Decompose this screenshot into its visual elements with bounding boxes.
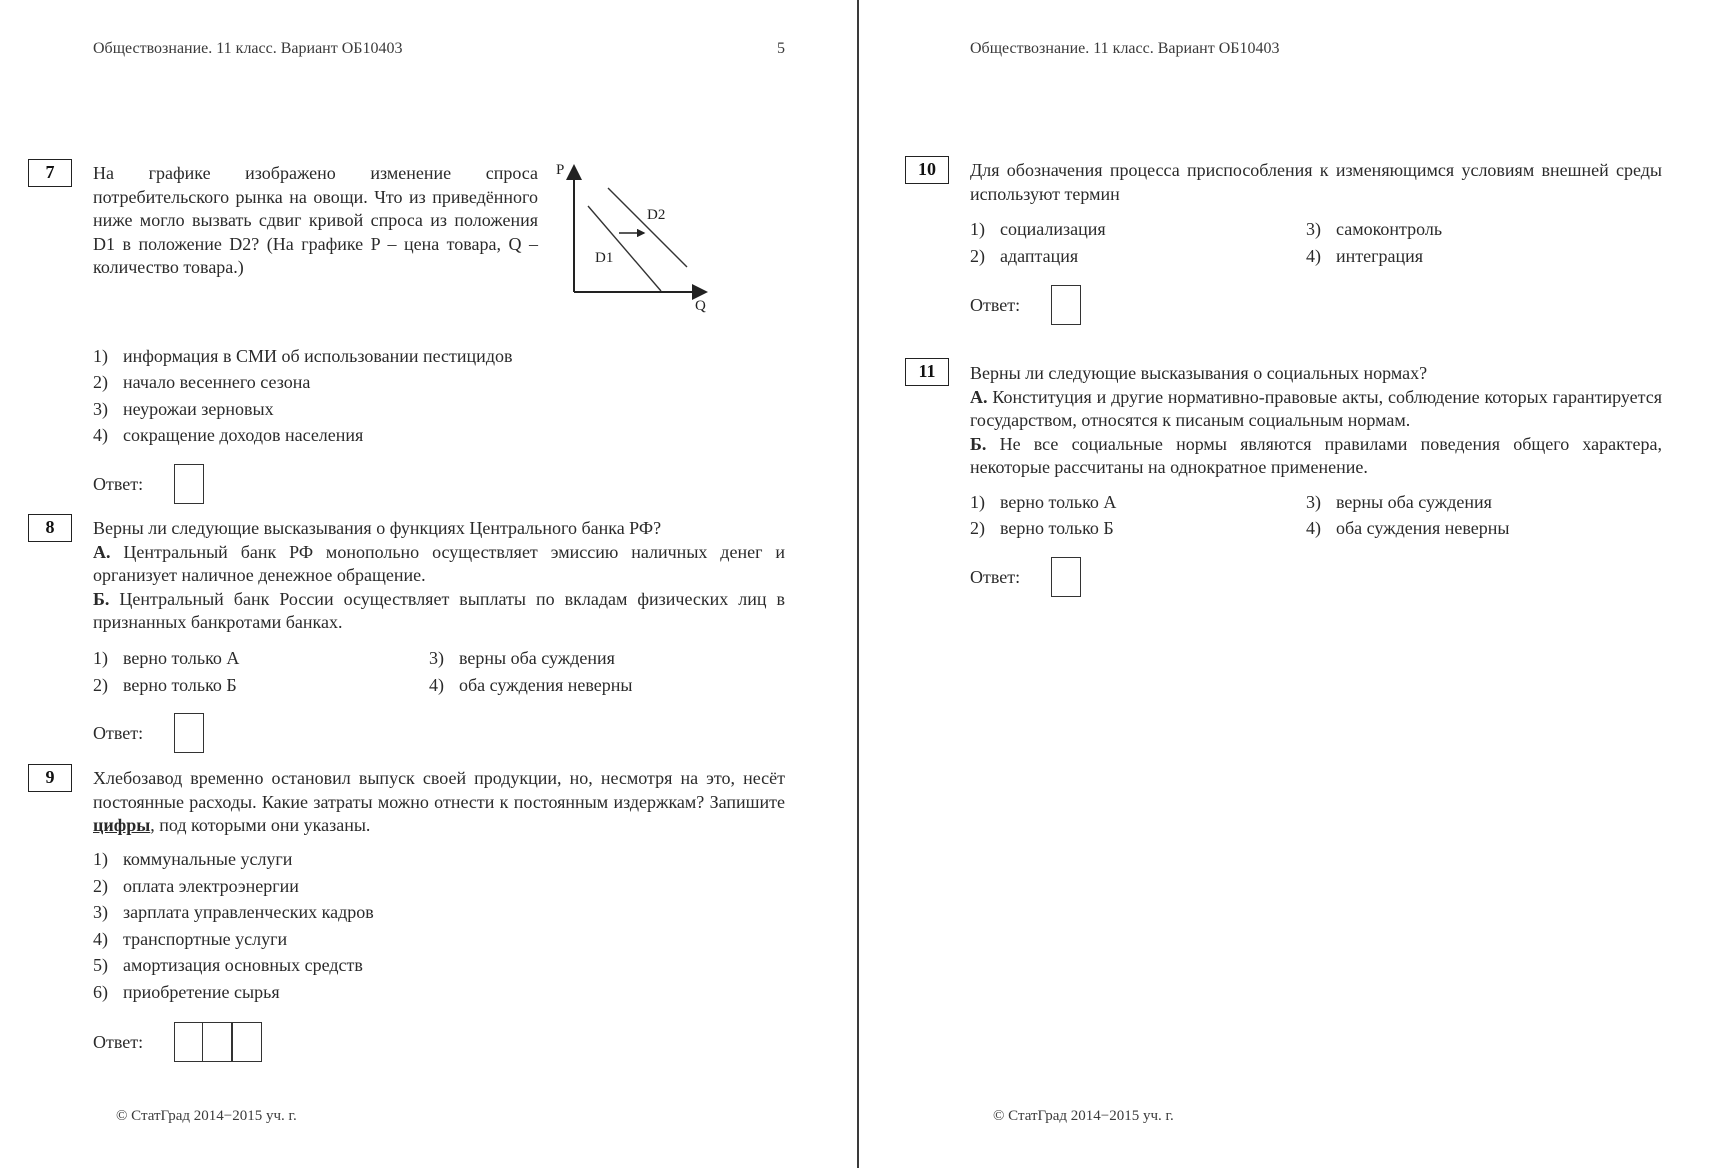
option-item: 3) неурожаи зерновых (93, 399, 274, 419)
option-item: 1) верно только А (93, 648, 240, 668)
question-number-10: 10 (905, 156, 949, 184)
option-item: 6) приобретение сырья (93, 982, 280, 1002)
option-item: 1) социализация (970, 219, 1106, 239)
option-item: 1) информация в СМИ об использовании пестицидов (93, 346, 513, 366)
right-page (859, 0, 1712, 1168)
d1-label: D1 (595, 250, 614, 266)
y-axis-label: P (556, 162, 565, 178)
question-number-11: 11 (905, 358, 949, 386)
question-11-text: Верны ли следующие высказывания о социальных нормах? А. Конституция и другие нормативно-правовые акты, соблюдение которых гарантируется государством, относятся к писаным социальным нормам. Б. Не все социальные нормы являются правилами поведения общего характера, некоторые рассчитаны на однократное применение. (970, 363, 1662, 477)
demand-curve-d2 (608, 188, 687, 267)
question-number-8: 8 (28, 514, 72, 542)
answer-box-9-3[interactable] (232, 1022, 262, 1062)
option-item: 2) оплата электроэнергии (93, 876, 299, 896)
x-axis-label: Q (695, 298, 706, 314)
option-item: 2) адаптация (970, 246, 1079, 266)
answer-label: Ответ: (970, 295, 1021, 315)
answer-label: Ответ: (93, 723, 144, 743)
option-item: 4) интеграция (1306, 246, 1424, 266)
question-8-text: Верны ли следующие высказывания о функциях Центрального банка РФ? А. Центральный банк РФ монопольно осуществляет эмиссию наличных денег и организует наличное денежное обращение. Б. Центральный банк России осуществляет выплаты по вкладам физических лиц в признанных банкротами банках. (93, 518, 785, 632)
answer-label: Ответ: (970, 567, 1021, 587)
option-item: 5) амортизация основных средств (93, 955, 363, 975)
answer-box-11[interactable] (1051, 557, 1081, 597)
option-item: 4) сокращение доходов населения (93, 425, 364, 445)
option-item: 3) верны оба суждения (429, 648, 615, 668)
answer-label: Ответ: (93, 1032, 144, 1052)
option-item: 3) верны оба суждения (1306, 492, 1492, 512)
answer-box-9-1[interactable] (174, 1022, 204, 1062)
answer-box-9-2[interactable] (202, 1022, 232, 1062)
option-item: 4) оба суждения неверны (1306, 518, 1510, 538)
option-item: 3) самоконтроль (1306, 219, 1443, 239)
demand-shift-chart (548, 158, 716, 318)
question-10-text: Для обозначения процесса приспособления к изменяющимся условиям внешней среды используют термин (970, 160, 1662, 204)
answer-box-7[interactable] (174, 464, 204, 504)
answer-box-8[interactable] (174, 713, 204, 753)
page-header: Обществознание. 11 класс. Вариант ОБ10403 (970, 40, 1280, 57)
page-footer: © СтатГрад 2014−2015 уч. г. (993, 1108, 1174, 1124)
page-footer: © СтатГрад 2014−2015 уч. г. (116, 1108, 297, 1124)
option-item: 2) верно только Б (970, 518, 1114, 538)
option-item: 2) начало весеннего сезона (93, 372, 311, 392)
question-number-7: 7 (28, 159, 72, 187)
option-item: 4) транспортные услуги (93, 929, 288, 949)
question-number-9: 9 (28, 764, 72, 792)
option-item: 3) зарплата управленческих кадров (93, 902, 374, 922)
d2-label: D2 (647, 207, 666, 223)
option-item: 2) верно только Б (93, 675, 237, 695)
page-number: 5 (777, 40, 785, 57)
option-item: 1) верно только А (970, 492, 1117, 512)
option-item: 4) оба суждения неверны (429, 675, 633, 695)
page-header: Обществознание. 11 класс. Вариант ОБ10403 (93, 40, 403, 57)
question-9-text: Хлебозавод временно остановил выпуск своей продукции, но, несмотря на это, несёт постоянные расходы. Какие затраты можно отнести к постоянным издержкам? Запишите цифры, под которыми они указаны. (93, 768, 785, 835)
question-7-text: На графике изображено изменение спроса потребительского рынка на овощи. Что из приведённого ниже могло вызвать сдвиг кривой спроса из положения D1 в положение D2? (На графике P – цена товара, Q – количество товара.) (93, 163, 538, 277)
answer-box-10[interactable] (1051, 285, 1081, 325)
answer-label: Ответ: (93, 474, 144, 494)
option-item: 1) коммунальные услуги (93, 849, 293, 869)
